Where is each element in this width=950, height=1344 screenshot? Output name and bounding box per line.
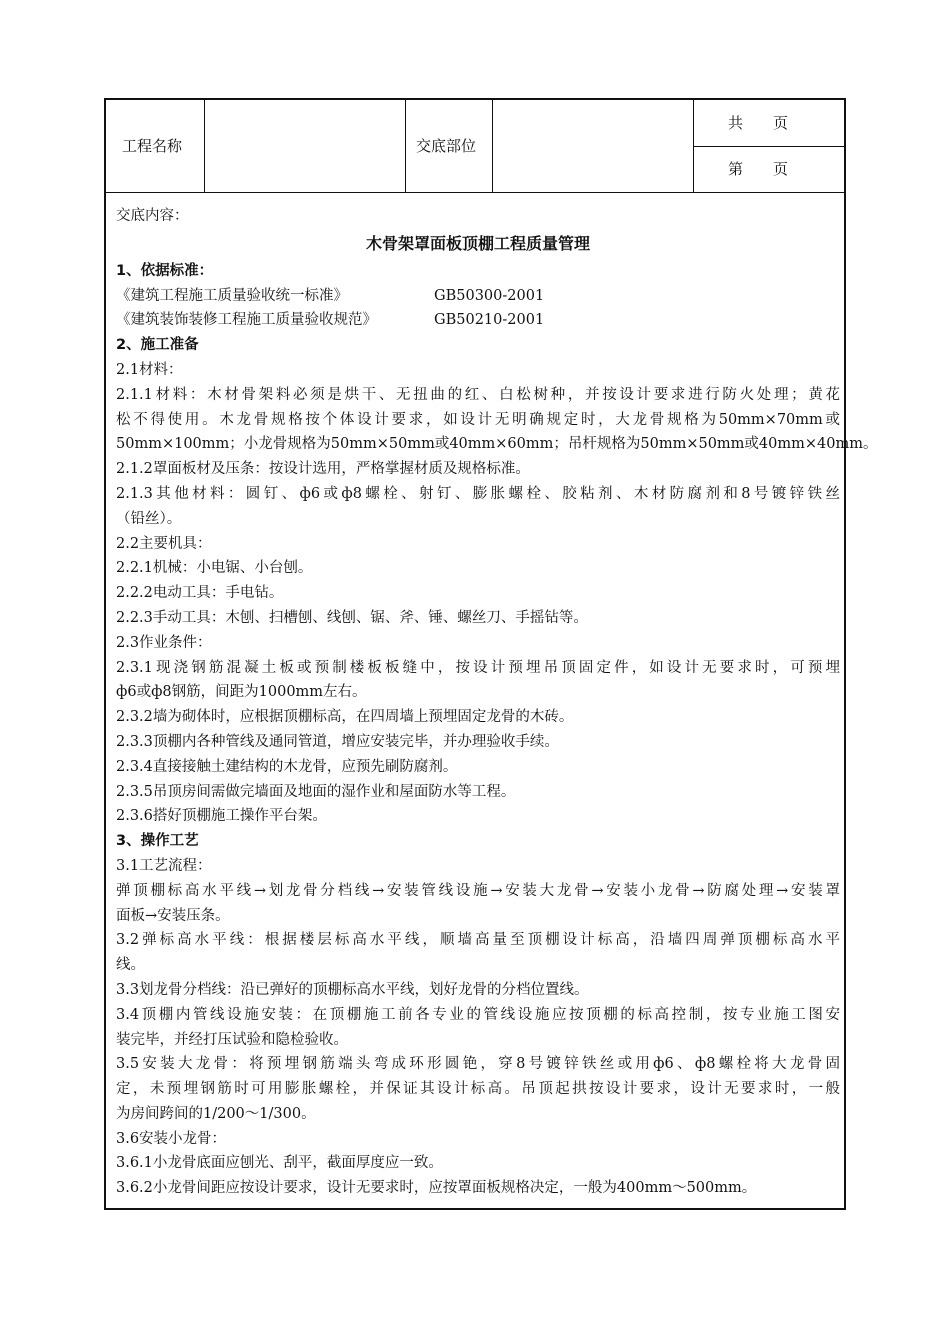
content-line: 50mm×100mm；小龙骨规格为50mm×50mm或40mm×60mm；吊杆规格为50mm×50mm或40mm×40mm。 (116, 436, 878, 453)
content-line: 3.3划龙骨分档线：沿已弹好的顶棚标高水平线，划好龙骨的分档位置线。 (116, 981, 589, 998)
content-line: ф6或ф8钢筋，间距为1000mm左右。 (116, 684, 367, 701)
content-line: 3.1工艺流程： (116, 857, 212, 874)
standard-reference (116, 284, 840, 309)
content-line: 3.6安装小龙骨： (116, 1130, 227, 1147)
intro-label: 交底内容： (116, 208, 189, 224)
handover-content (116, 204, 878, 1201)
content-line: 2.1材料： (116, 361, 183, 378)
content-line: 3.4顶棚内管线设施安装：在顶棚施工前各专业的管线设施应按顶棚的标高控制，按专业施工图安 (116, 1006, 840, 1023)
total-pages: 共 页 (728, 114, 789, 132)
content-line: 3.2弹标高水平线：根据楼层标高水平线，顺墙高量至顶棚设计标高，沿墙四周弹顶棚标高水平 (116, 932, 840, 949)
page-number: 第 页 (728, 160, 789, 178)
standard-reference (116, 308, 840, 333)
content-line: 松不得使用。木龙骨规格按个体设计要求，如设计无明确规定时，大龙骨规格为50mm×70mm或 (116, 411, 840, 428)
content-line: 装完毕，并经打压试验和隐检验收。 (116, 1031, 348, 1048)
content-line: 2.3.6搭好顶棚施工操作平台架。 (116, 808, 327, 825)
form-header (106, 100, 844, 193)
content-line: 3.6.1小龙骨底面应刨光、刮平，截面厚度应一致。 (116, 1155, 443, 1172)
content-line: 2.3.3顶棚内各种管线及通同管道，增应安装完毕，并办理验收手续。 (116, 733, 559, 750)
content-line: 弹顶棚标高水平线→划龙骨分档线→安装管线设施→安装大龙骨→安装小龙骨→防腐处理→安装罩 (116, 882, 840, 899)
content-line: 线。 (116, 957, 145, 974)
standard-code: GB50210-2001 (434, 312, 545, 329)
divider (693, 146, 844, 147)
content-line: 2.1.3其他材料：圆钉、ф6或ф8螺栓、射钉、膨胀螺栓、胶粘剂、木材防腐剂和8号镀锌铁丝 (116, 485, 840, 502)
divider (405, 100, 406, 192)
content-line: 2.2.3手动工具：木刨、扫槽刨、线刨、锯、斧、锤、螺丝刀、手摇钻等。 (116, 609, 588, 626)
section-heading: 3、操作工艺 (116, 833, 199, 850)
standard-code: GB50300-2001 (434, 287, 545, 304)
content-line: 定，未预埋钢筋时可用膨胀螺栓，并保证其设计标高。吊顶起拱按设计要求，设计无要求时，一般 (116, 1081, 840, 1098)
content-line: 2.2.1机械：小电锯、小台刨。 (116, 560, 313, 577)
content-line: 2.2主要机具： (116, 535, 212, 552)
handover-form (104, 98, 878, 1210)
standard-name: 《建筑工程施工质量验收统一标准》 (116, 287, 348, 304)
content-line: 为房间跨间的1/200～1/300。 (116, 1105, 316, 1122)
content-line: 面板→安装压条。 (116, 907, 230, 924)
content-line: 2.3.5吊顶房间需做完墙面及地面的湿作业和屋面防水等工程。 (116, 783, 516, 800)
document-title: 木骨架罩面板顶棚工程质量管理 (365, 233, 590, 253)
standard-name: 《建筑装饰装修工程施工质量验收规范》 (116, 312, 377, 329)
project-name-label: 工程名称 (122, 137, 183, 155)
content-line: 2.2.2电动工具：手电钻。 (116, 585, 284, 602)
content-line: （铅丝）。 (116, 510, 182, 527)
handover-part-label: 交底部位 (416, 137, 477, 155)
section-heading: 1、依据标准： (116, 262, 214, 279)
content-line: 2.3作业条件： (116, 634, 212, 651)
content-lines (116, 259, 878, 1201)
content-line: 3.5安装大龙骨：将预埋钢筋端头弯成环形圆铯，穿8号镀锌铁丝或用ф6、ф8螺栓将大龙骨固 (116, 1056, 840, 1073)
content-line: 2.3.4直接接触土建结构的木龙骨，应预先刷防腐剂。 (116, 758, 458, 775)
content-line: 2.3.2墙为砌体时，应根据顶棚标高，在四周墙上预埋固定龙骨的木砖。 (116, 709, 574, 726)
content-line: 2.1.2罩面板材及压条：按设计选用，严格掌握材质及规格标准。 (116, 461, 530, 478)
content-line: 2.3.1现浇钢筋混凝土板或预制楼板板缝中，按设计预埋吊顶固定件，如设计无要求时，可预埋 (116, 659, 840, 676)
content-line: 3.6.2小龙骨间距应按设计要求，设计无要求时，应按罩面板规格决定，一般为400mm～500mm。 (116, 1180, 757, 1197)
divider (492, 100, 493, 192)
divider (204, 100, 205, 192)
section-heading: 2、施工准备 (116, 337, 199, 354)
content-line: 2.1.1材料：木材骨架料必须是烘干、无扭曲的红、白松树种，并按设计要求进行防火处理；黄花 (116, 386, 840, 403)
